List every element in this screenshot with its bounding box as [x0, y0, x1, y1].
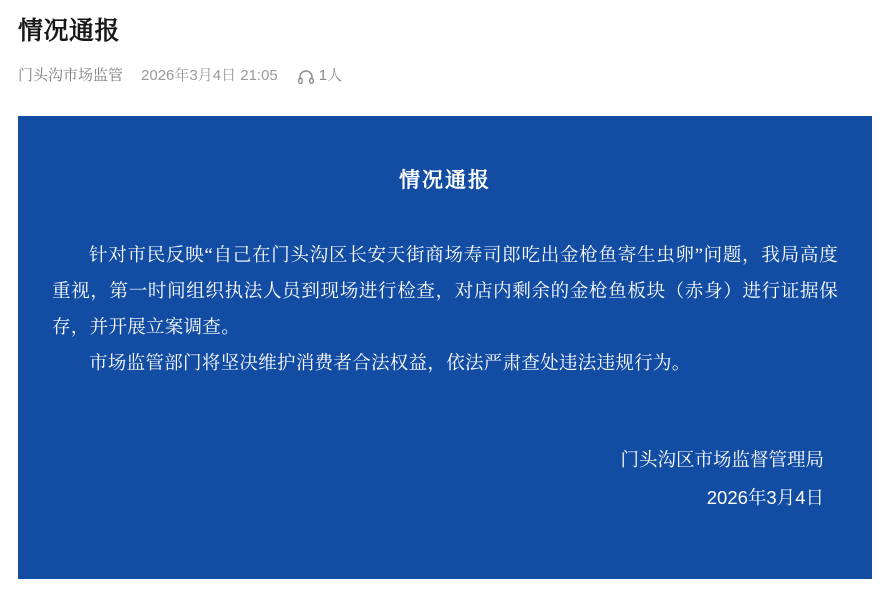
signature-org: 门头沟区市场监督管理局	[620, 449, 824, 470]
article-meta	[18, 66, 872, 86]
notice-heading: 情况通报	[399, 168, 491, 192]
listen-count-group[interactable]	[298, 66, 342, 86]
notice-signature	[620, 441, 824, 517]
meta-source: 门头沟市场监管	[18, 67, 124, 84]
headphone-icon	[298, 70, 314, 84]
notice-paragraph-2: 市场监管部门将坚决维护消费者合法权益，依法严肃查处违法违规行为。	[89, 354, 691, 374]
notice-paragraph-1: 针对市民反映“自己在门头沟区长安天街商场寿司郎吃出金枪鱼寄生虫卵”问题，我局高度重视，第一时间组织执法人员到现场进行检查，对店内剩余的金枪鱼板块（赤身）进行证据保存，并开展立案调查。	[52, 246, 838, 338]
meta-datetime: 2026年3月4日 21:05	[141, 67, 278, 84]
page-title: 情况通报	[18, 17, 121, 45]
article-header	[0, 0, 890, 86]
notice-card	[18, 116, 872, 579]
listen-count-label: 1人	[318, 67, 343, 84]
signature-date: 2026年3月4日	[706, 487, 824, 508]
notice-body	[52, 238, 838, 382]
